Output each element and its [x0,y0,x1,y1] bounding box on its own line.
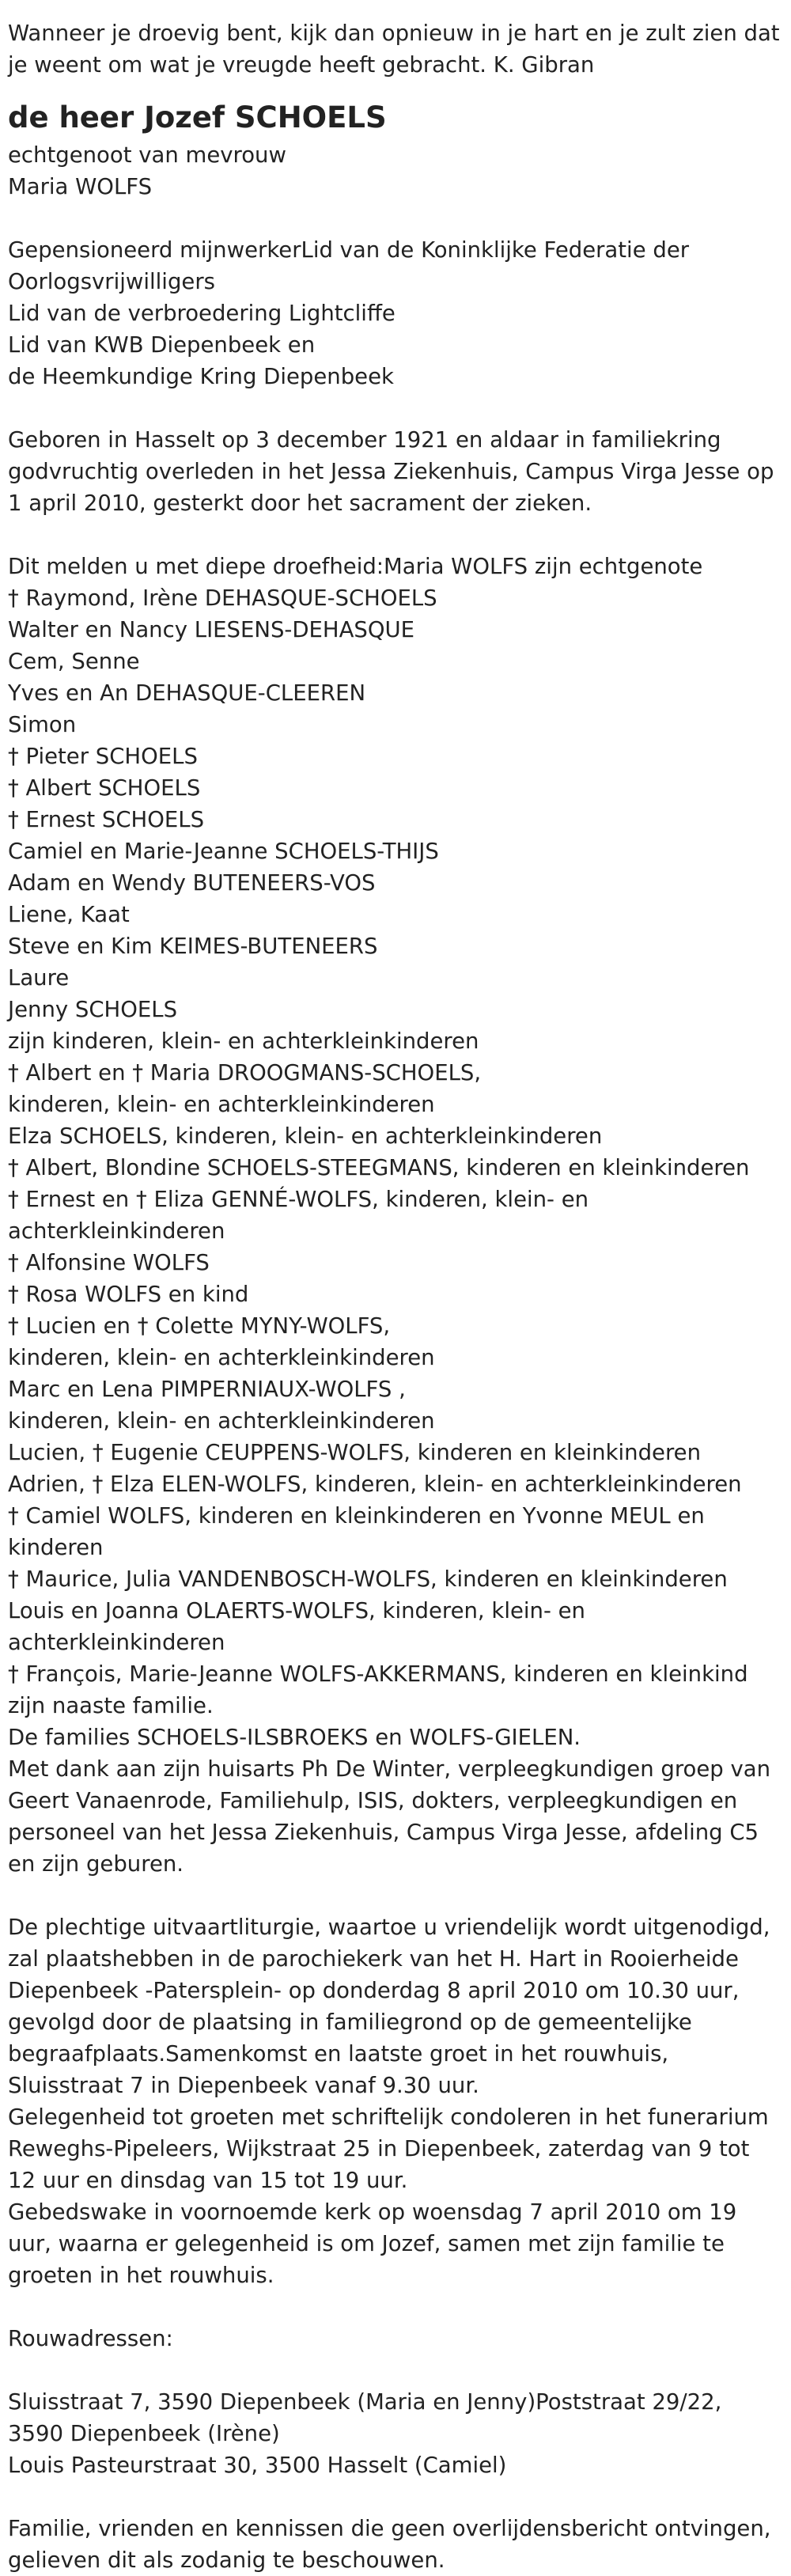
family-line: Laure [8,965,70,991]
membership-line: Lid van KWB Diepenbeek en [8,332,316,358]
family-line: † Pieter SCHOELS [8,744,198,769]
family-line: Louis en Joanna OLAERTS-WOLFS, kinderen, klein- en achterkleinkinderen [8,1598,585,1655]
family-line: † Rosa WOLFS en kind [8,1282,249,1307]
prayer-vigil-paragraph: Gebedswake in voornoemde kerk op woensdag 7 april 2010 om 19 uur, waarna er gelegenheid is om Jozef, samen met zijn familie te groeten in het rouwhuis. [8,2199,737,2288]
family-line: Steve en Kim KEIMES-BUTENEERS [8,934,378,959]
family-line: Dit melden u met diepe droefheid:Maria WOLFS zijn echtgenote [8,554,703,579]
family-line: Yves en An DEHASQUE-CLEEREN [8,680,366,706]
family-line: kinderen, klein- en achterkleinkinderen [8,1408,435,1434]
family-line: Camiel en Marie-Jeanne SCHOELS-THIJS [8,839,439,864]
addresses-heading: Rouwadressen: [8,2326,173,2351]
family-line: Walter en Nancy LIESENS-DEHASQUE [8,617,414,642]
family-line: Marc en Lena PIMPERNIAUX-WOLFS , [8,1377,406,1402]
thanks-paragraph: Met dank aan zijn huisarts Ph De Winter, verpleegkundigen groep van Geert Vanaenrode, Familiehulp, ISIS, dokters, verpleegkundigen en personeel van het Jessa Ziekenhuis, Campus Virga Jesse, afdeling C5 en zijn geburen. [8,1756,771,1877]
ceremony-paragraph: De plechtige uitvaartliturgie, waartoe u vriendelijk wordt uitgenodigd, zal plaatshebben in de parochiekerk van het H. Hart in Rooierheide Diepenbeek -Patersplein- op donderdag 8 april 2010 om 10.30 uur, gevolgd door de plaatsing in familiegrond op de gemeentelijke begraafplaats.Samenkomst en laatste groet in het rouwhuis, Sluisstraat 7 in Diepenbeek vanaf 9.30 uur. [8,1915,770,2098]
family-line: kinderen, klein- en achterkleinkinderen [8,1092,435,1117]
spouse-name: Maria WOLFS [8,174,153,199]
family-line: † Maurice, Julia VANDENBOSCH-WOLFS, kinderen en kleinkinderen [8,1566,728,1592]
family-line: † Camiel WOLFS, kinderen en kleinkinderen en Yvonne MEUL en kinderen [8,1503,705,1560]
family-line: De families SCHOELS-ILSBROEKS en WOLFS-GIELEN. [8,1725,581,1750]
condolence-paragraph: Gelegenheid tot groeten met schriftelijk condoleren in het funerarium Reweghs-Pipeleers, Wijkstraat 25 in Diepenbeek, zaterdag van 9 tot 12 uur en dinsdag van 15 tot 19 uur. [8,2104,769,2193]
family-line: † Raymond, Irène DEHASQUE-SCHOELS [8,585,437,611]
address-line: Sluisstraat 7, 3590 Diepenbeek (Maria en Jenny)Poststraat 29/22, 3590 Diepenbeek (Irène) [8,2389,722,2446]
family-line: † Ernest en † Eliza GENNÉ-WOLFS, kinderen, klein- en achterkleinkinderen [8,1187,589,1244]
addresses-block [8,2386,783,2481]
family-line: † Ernest SCHOELS [8,807,205,832]
family-line: Lucien, † Eugenie CEUPPENS-WOLFS, kinderen en kleinkinderen [8,1440,701,1465]
family-line: Elza SCHOELS, kinderen, klein- en achterkleinkinderen [8,1123,603,1149]
family-line: Cem, Senne [8,649,140,674]
family-line: zijn naaste familie. [8,1693,214,1718]
family-line: kinderen, klein- en achterkleinkinderen [8,1345,435,1370]
address-line: Louis Pasteurstraat 30, 3500 Hasselt (Camiel) [8,2453,507,2478]
spouse-block [8,139,783,203]
family-line: Adam en Wendy BUTENEERS-VOS [8,870,376,896]
quote: Wanneer je droevig bent, kijk dan opnieuw in je hart en je zult zien dat je weent om wat je vreugde heeft gebracht. K. Gibran [8,21,780,78]
family-line: Jenny SCHOELS [8,997,178,1022]
family-line: † Albert SCHOELS [8,775,201,801]
page-title: de heer Jozef SCHOELS [8,100,387,134]
family-line: † Albert en † Maria DROOGMANS-SCHOELS, [8,1060,482,1085]
family-line: † Lucien en † Colette MYNY-WOLFS, [8,1313,391,1339]
membership-line: de Heemkundige Kring Diepenbeek [8,364,394,389]
family-line: † Alfonsine WOLFS [8,1250,210,1275]
family-line: zijn kinderen, klein- en achterkleinkinderen [8,1029,479,1054]
closing-paragraph: Familie, vrienden en kennissen die geen overlijdensbericht ontvingen, gelieven dit als zodanig te beschouwen. [8,2516,771,2573]
ceremony-block [8,1911,783,2291]
family-line: Liene, Kaat [8,902,130,927]
family-list [8,551,783,1753]
birth-death-paragraph: Geboren in Hasselt op 3 december 1921 en aldaar in familiekring godvruchtig overleden in het Jessa Ziekenhuis, Campus Virga Jesse op 1 april 2010, gesterkt door het sacrament der zieken. [8,427,774,516]
membership-line: Gepensioneerd mijnwerkerLid van de Koninklijke Federatie der Oorlogsvrijwilligers [8,237,690,294]
spouse-line: echtgenoot van mevrouw [8,142,286,168]
memberships-block [8,234,783,392]
family-line: Adrien, † Elza ELEN-WOLFS, kinderen, klein- en achterkleinkinderen [8,1472,742,1497]
family-line: † François, Marie-Jeanne WOLFS-AKKERMANS, kinderen en kleinkind [8,1661,748,1687]
family-line: † Albert, Blondine SCHOELS-STEEGMANS, kinderen en kleinkinderen [8,1155,750,1180]
membership-line: Lid van de verbroedering Lightcliffe [8,301,396,326]
family-line: Simon [8,712,77,737]
